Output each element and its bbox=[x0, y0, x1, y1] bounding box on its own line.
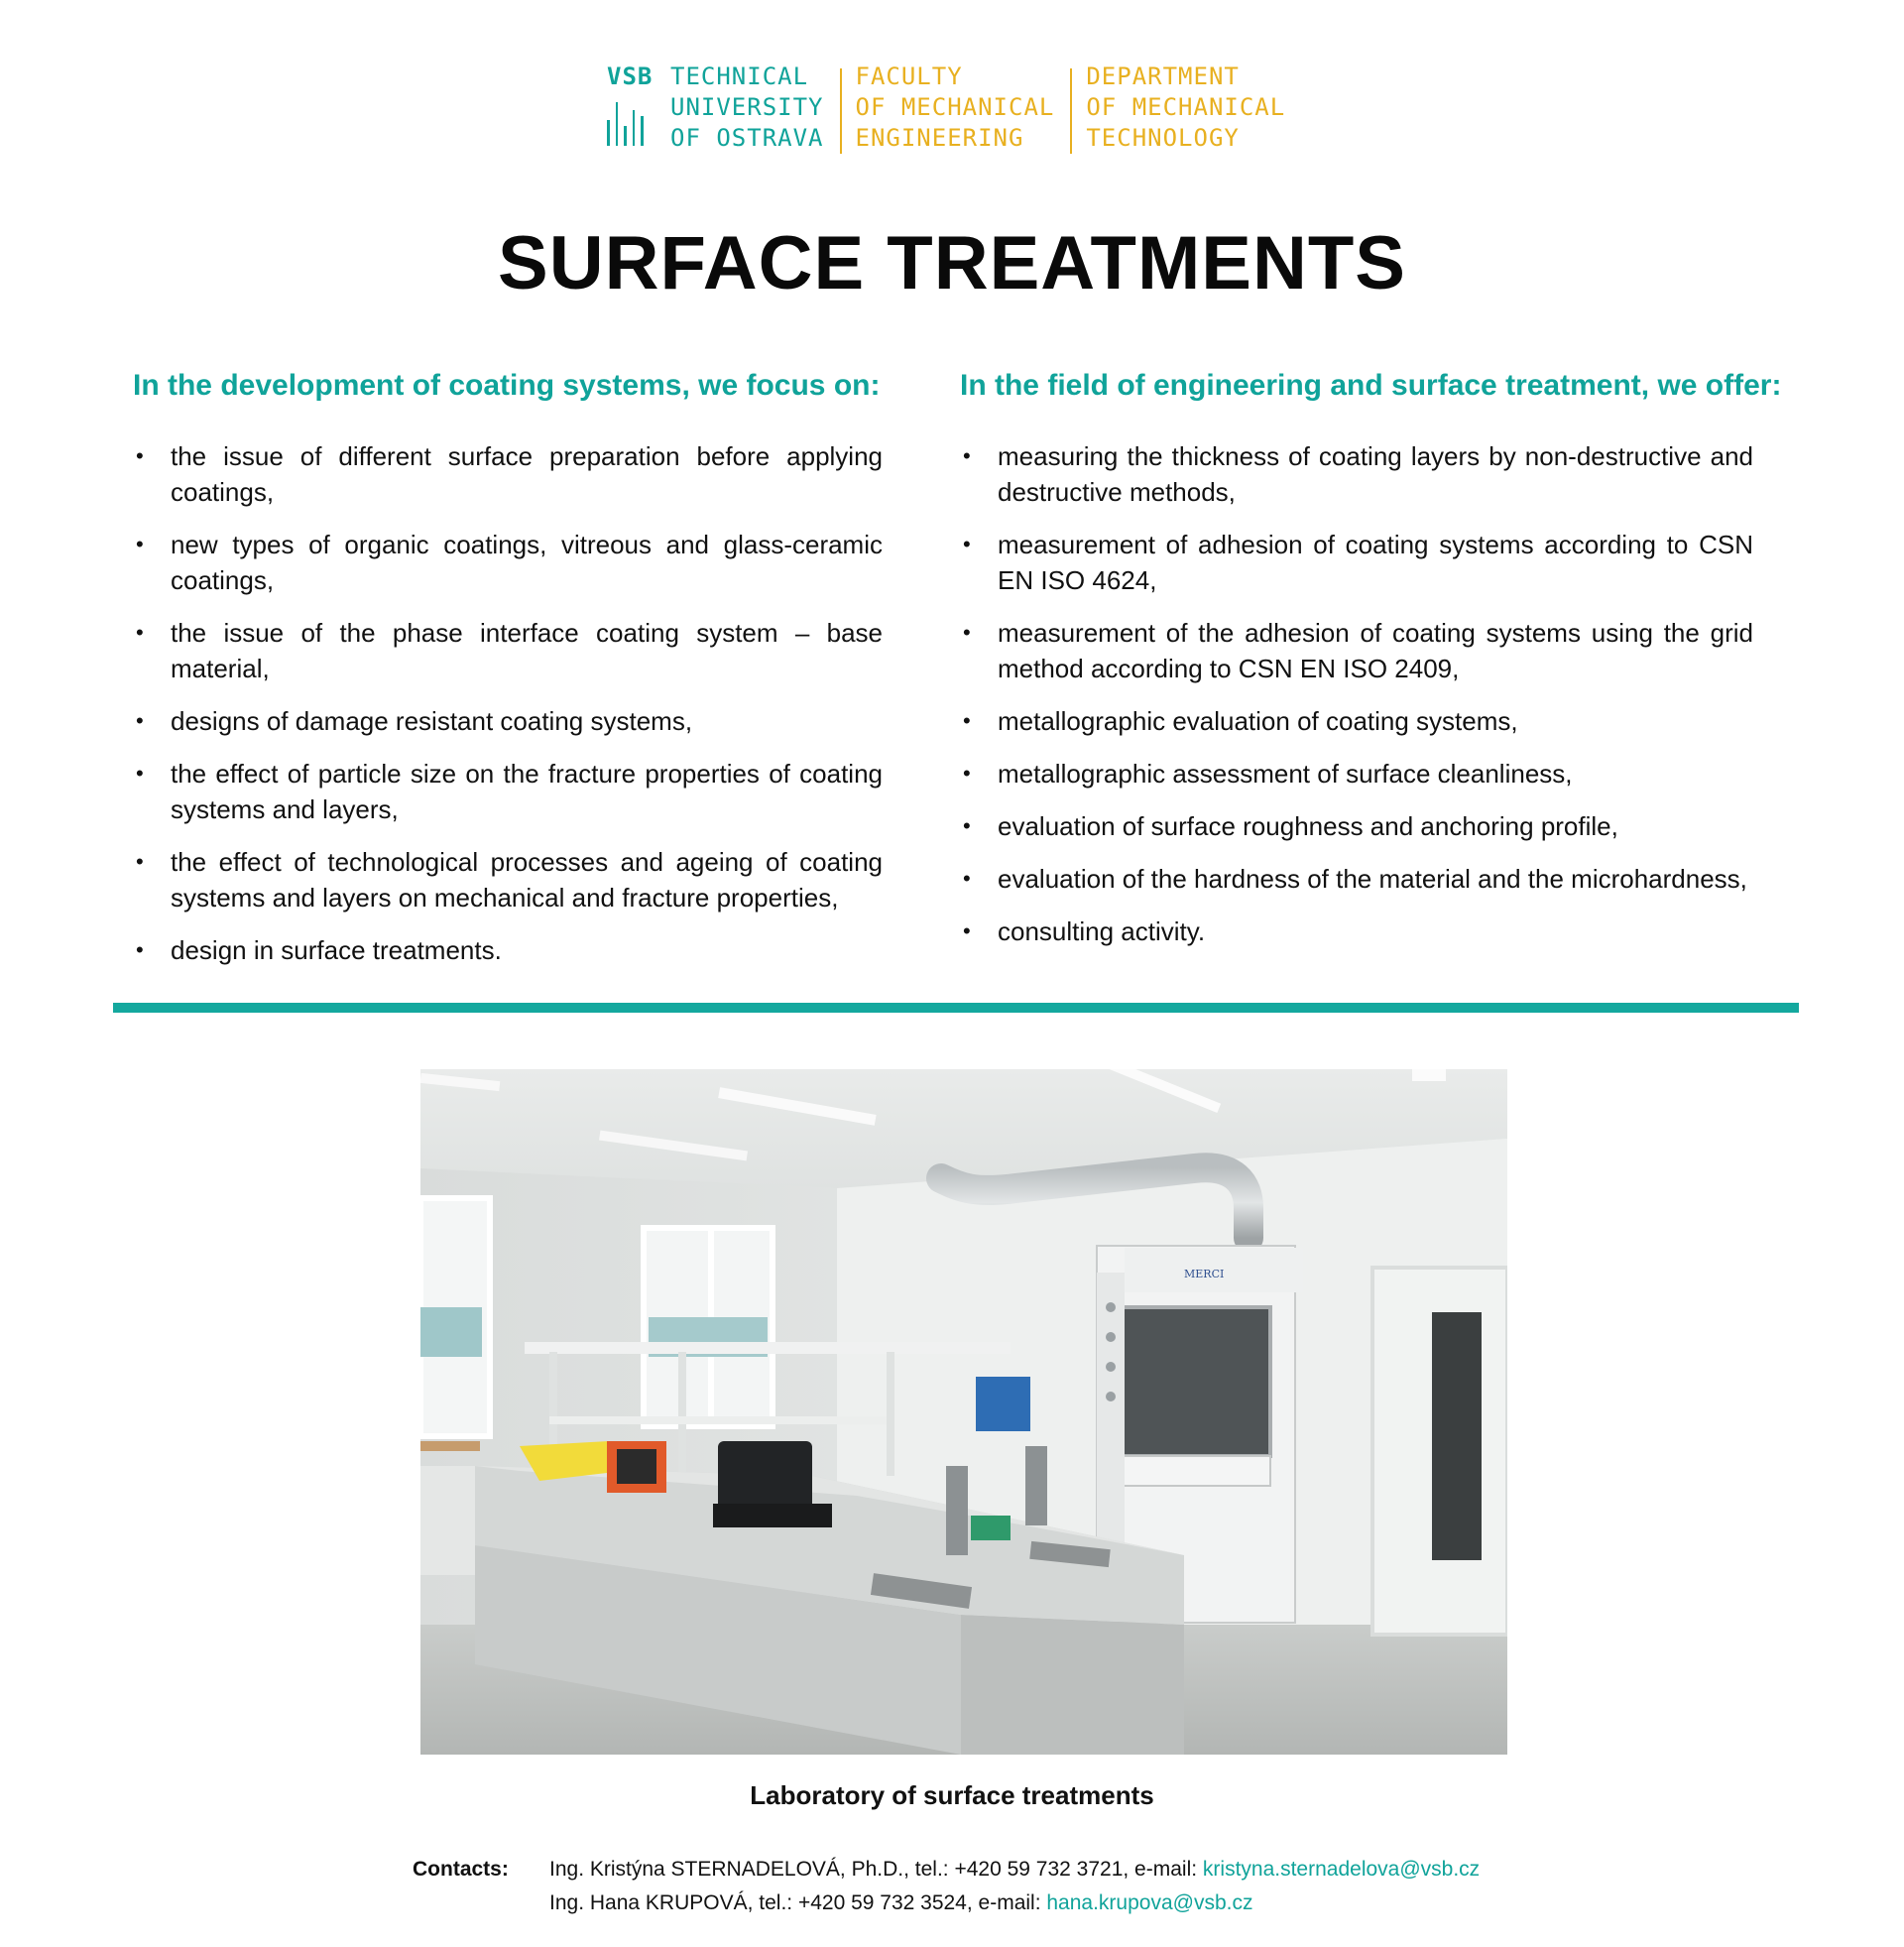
contact-text: Ing. Hana KRUPOVÁ, tel.: +420 59 732 3524, e-mail: bbox=[549, 1891, 1047, 1914]
contacts-list bbox=[549, 1853, 1480, 1920]
department-line: TECHNOLOGY bbox=[1086, 124, 1240, 152]
department-line: OF MECHANICAL bbox=[1086, 93, 1286, 121]
list-item: • the effect of particle size on the fracture properties of coating systems and layers, bbox=[133, 756, 883, 827]
list-item: • new types of organic coatings, vitreous and glass-ceramic coatings, bbox=[133, 527, 883, 598]
university-line: UNIVERSITY bbox=[670, 93, 824, 121]
offer-heading: In the field of engineering and surface treatment, we offer: bbox=[960, 369, 1782, 402]
list-item: • metallographic assessment of surface cleanliness, bbox=[960, 756, 1753, 791]
list-item: • consulting activity. bbox=[960, 913, 1753, 949]
list-item: • design in surface treatments. bbox=[133, 932, 883, 968]
university-line: TECHNICAL bbox=[670, 62, 809, 90]
list-item: • measurement of the adhesion of coating systems using the grid method according to CSN EN ISO 2409, bbox=[960, 615, 1753, 686]
focus-column bbox=[133, 369, 883, 985]
contact-row bbox=[549, 1886, 1480, 1920]
university-logo bbox=[607, 61, 1285, 154]
department-name bbox=[1086, 61, 1285, 154]
focus-heading: In the development of coating systems, we focus on: bbox=[133, 369, 881, 402]
page-title: SURFACE TREATMENTS bbox=[498, 221, 1406, 305]
offer-list bbox=[960, 438, 1753, 949]
contact-email-link[interactable]: kristyna.sternadelova@vsb.cz bbox=[1202, 1858, 1481, 1881]
list-item: • evaluation of the hardness of the material and the microhardness, bbox=[960, 861, 1753, 897]
focus-list bbox=[133, 438, 883, 968]
logo-divider bbox=[840, 68, 842, 154]
list-item: • metallographic evaluation of coating systems, bbox=[960, 703, 1753, 739]
faculty-line: OF MECHANICAL bbox=[855, 93, 1055, 121]
list-item: • the issue of the phase interface coating system – base material, bbox=[133, 615, 883, 686]
contact-row bbox=[549, 1853, 1480, 1886]
vsb-bars-icon bbox=[607, 102, 661, 146]
vsb-mark bbox=[607, 61, 661, 146]
vsb-wordmark: VSB bbox=[607, 62, 654, 90]
list-item: • evaluation of surface roughness and anchoring profile, bbox=[960, 808, 1753, 844]
contact-email-link[interactable]: hana.krupova@vsb.cz bbox=[1046, 1891, 1253, 1914]
list-item: • the effect of technological processes and ageing of coating systems and layers on mechanical and fracture properties, bbox=[133, 844, 883, 915]
list-item: • measuring the thickness of coating layers by non-destructive and destructive methods, bbox=[960, 438, 1753, 510]
laboratory-photo bbox=[420, 1069, 1507, 1755]
faculty-line: ENGINEERING bbox=[855, 124, 1024, 152]
section-divider bbox=[113, 1003, 1799, 1013]
offer-column bbox=[960, 369, 1782, 966]
department-line: DEPARTMENT bbox=[1086, 62, 1240, 90]
list-item: • designs of damage resistant coating systems, bbox=[133, 703, 883, 739]
university-line: OF OSTRAVA bbox=[670, 124, 824, 152]
photo-caption: Laboratory of surface treatments bbox=[750, 1780, 1154, 1810]
faculty-line: FACULTY bbox=[855, 62, 963, 90]
list-item: • measurement of adhesion of coating systems according to CSN EN ISO 4624, bbox=[960, 527, 1753, 598]
contacts-label: Contacts: bbox=[413, 1858, 509, 1881]
contact-text: Ing. Kristýna STERNADELOVÁ, Ph.D., tel.: +420 59 732 3721, e-mail: bbox=[549, 1858, 1203, 1881]
fume-hood-label: MERCI bbox=[1184, 1268, 1225, 1280]
logo-divider bbox=[1070, 68, 1072, 154]
list-item: • the issue of different surface preparation before applying coatings, bbox=[133, 438, 883, 510]
faculty-name bbox=[856, 61, 1055, 154]
university-name bbox=[670, 61, 824, 154]
